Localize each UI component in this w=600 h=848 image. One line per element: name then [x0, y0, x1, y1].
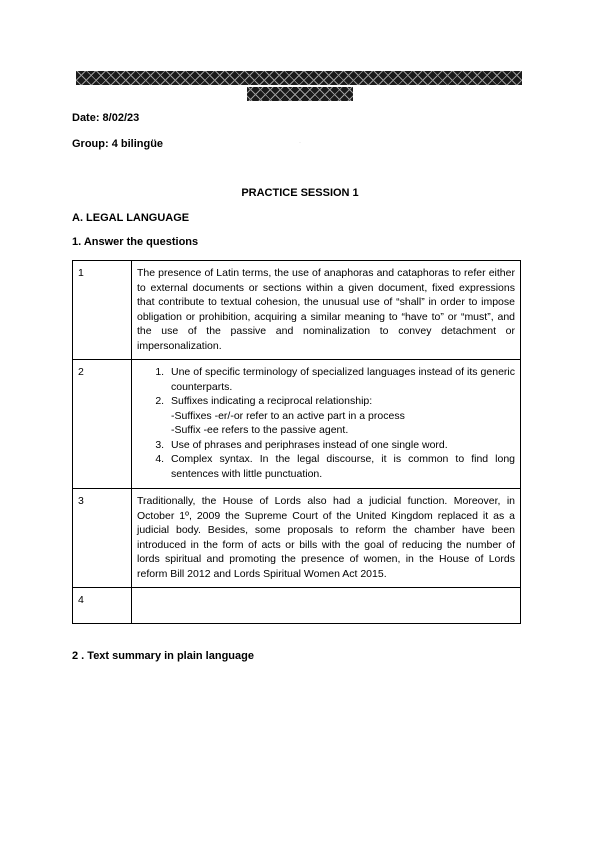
- list-item: [167, 394, 515, 438]
- answer-cell: [132, 588, 521, 624]
- list-item: 3. Use of phrases and periphrases instead of one single word.: [167, 438, 515, 453]
- question-heading: 1. Answer the questions: [72, 236, 199, 248]
- list-item: 4. Complex syntax. In the legal discourse, it is common to find long sentences with little punctuation.: [167, 452, 515, 481]
- row-number: 1: [73, 261, 132, 360]
- sub-item: -Suffix -ee refers to the passive agent.: [171, 424, 349, 436]
- list-item: 1. Une of specific terminology of specialized languages instead of its generic counterparts.: [167, 365, 515, 394]
- stray-mark: ·: [299, 140, 301, 146]
- section-a-title: A. LEGAL LANGUAGE: [72, 212, 190, 224]
- answer-cell: The presence of Latin terms, the use of anaphoras and cataphoras to refer either to external documents or sections within a given document, fixed expressions that contribute to textual cohesion, the unusual use of “shall” in order to impose obligation or prohibition, acquiring a similar meaning to “have to” or “must”, and the use of the passive and nominalization to convey detachment or impersonalization.: [132, 261, 521, 360]
- list-item-text: Suffixes indicating a reciprocal relationship:: [171, 395, 373, 407]
- table-row: [73, 261, 521, 360]
- redacted-title-line-1: [76, 71, 522, 85]
- session-title: PRACTICE SESSION 1: [241, 187, 359, 199]
- row-number: 2: [73, 360, 132, 489]
- answer-cell: Traditionally, the House of Lords also had a judicial function. Moreover, in October 1º, 2009 the Supreme Court of the United Kingdom replaced it as a judicial body. Besides, some proposals to reform the chamber have been introduced in the form of acts or bills with the goal of reducing the number of lords spiritual and promoting the presence of women, in the House of Lords reform Bill 2012 and Lords Spiritual Women Act 2015.: [132, 489, 521, 588]
- answer-cell: [132, 360, 521, 489]
- table-row: [73, 588, 521, 624]
- sub-item: -Suffixes -er/-or refer to an active part in a process: [171, 409, 405, 422]
- answers-table: [72, 260, 521, 624]
- table-row: [73, 360, 521, 489]
- date-line: Date: 8/02/23: [72, 112, 140, 124]
- row-number: 4: [73, 588, 132, 624]
- group-line: Group: 4 bilingüe: [72, 138, 164, 150]
- answer-list: [137, 365, 515, 481]
- redacted-title-line-2: [247, 87, 353, 101]
- row-number: 3: [73, 489, 132, 588]
- table-row: [73, 489, 521, 588]
- summary-heading: 2 . Text summary in plain language: [72, 650, 254, 662]
